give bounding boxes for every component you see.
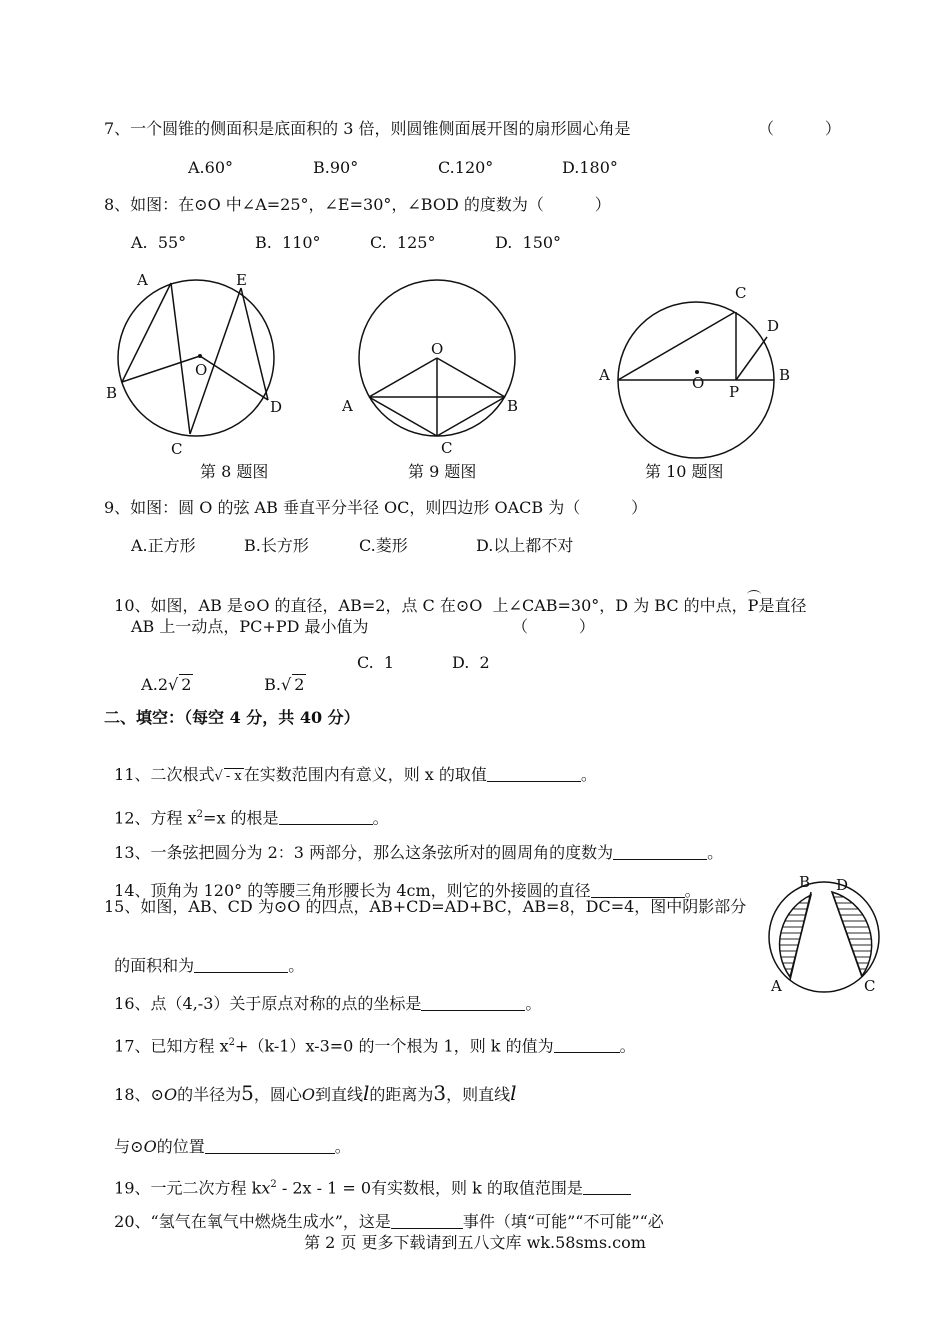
q11-sqrt: √ - x [214, 769, 242, 784]
q14-text-a: 14、顶角为 120° 的等腰三角形腰长为 4cm，则它的外接圆的直径 [114, 881, 591, 900]
fig8-caption: 第 8 题图 [200, 462, 269, 481]
fig10-label-a: A [599, 366, 610, 384]
q10-option-d: D. 2 [452, 653, 490, 672]
fig9-caption: 第 9 题图 [408, 462, 477, 481]
q9-option-b: B.长方形 [244, 536, 309, 555]
q13-end: 。 [707, 843, 724, 862]
q11-text-b: 在实数范围内有意义，则 x 的取值 [243, 765, 487, 784]
q16-end: 。 [525, 994, 542, 1013]
q10-option-a [131, 652, 193, 696]
q17-text-b: +（k-1）x-3=0 的一个根为 1，则 k 的值为 [235, 1036, 554, 1056]
q10-line1 [104, 573, 806, 617]
q16-text-a: 16、点（4,-3）关于原点对称的点的坐标是 [114, 994, 422, 1013]
q8-option-b: B. 110° [255, 233, 321, 252]
q10-p-arc [748, 595, 759, 617]
q18-line2-b: 的位置 [156, 1137, 205, 1156]
q10-paren: （ ） [512, 617, 595, 636]
q19-x: x [261, 1178, 271, 1198]
q18-o: O [163, 1085, 178, 1104]
q8-option-a: A. 55° [131, 233, 187, 252]
q10-option-b-prefix: B. [264, 675, 282, 694]
q19-text-b: - 2x - 1 = 0 [276, 1178, 372, 1198]
q20-text-a: 20、“氢气在氧气中燃烧生成水”，这是 [114, 1212, 391, 1231]
q15-line1: 15、如图，AB、CD 为⊙O 的四点，AB+CD=AD+BC，AB=8，DC=4，图中阴影部分 [104, 897, 747, 916]
q10-text-a: 10、如图，AB 是⊙O 的直径，AB=2，点 C 在⊙O 上∠CAB=30°，D 为 BC 的中点， [114, 596, 748, 615]
q17-blank[interactable] [554, 1036, 620, 1053]
q18-text-a: 18、⊙ [114, 1085, 164, 1104]
q14-end: 。 [684, 881, 701, 900]
q8-option-c: C. 125° [370, 233, 436, 252]
q9-option-c: C.菱形 [359, 536, 408, 555]
fig8-label-e: E [236, 271, 247, 289]
q15-text-b: 的面积和为 [114, 956, 195, 975]
fig9-label-c: C [441, 439, 453, 457]
q10-line2: AB 上一动点，PC+PD 最小值为 [131, 617, 369, 636]
q9-option-a: A.正方形 [131, 536, 196, 555]
fig9-label-b: B [507, 397, 519, 415]
figure-8 [118, 280, 274, 436]
fig8-line-ac [171, 283, 190, 434]
q20-text-b: 事件（填“可能”“不可能”“必 [462, 1212, 664, 1231]
q20-line [104, 1189, 664, 1233]
q18-line2-o: O [143, 1137, 157, 1156]
q10-option-b [254, 652, 306, 696]
q18-o2: O [301, 1085, 315, 1104]
q19-sup: 2 [270, 1179, 277, 1190]
fig15-label-a: A [771, 977, 782, 995]
figure-9 [359, 280, 515, 436]
fig10-label-p: P [729, 383, 740, 401]
fig15-label-b: B [799, 873, 811, 891]
fig8-line-ed [241, 288, 268, 400]
q18-text-e: 的距离为 [369, 1085, 434, 1104]
q18-three: 3 [433, 1081, 447, 1105]
q10-p: P [747, 596, 759, 615]
q10-option-c: C. 1 [357, 653, 395, 672]
q18-text-b: 的半径为 [177, 1085, 242, 1104]
q10-option-a-prefix: A.2 [141, 675, 168, 694]
q16-line [104, 971, 541, 1015]
fig15-shade-left [780, 895, 811, 977]
q10-option-b-sqrt: √ 2 [281, 675, 305, 694]
q11-text-a: 11、二次根式 [114, 765, 215, 784]
q18-end: 。 [334, 1137, 351, 1156]
q18-text-d: 到直线 [314, 1085, 363, 1104]
q18-text-c: ，圆心 [253, 1085, 302, 1104]
q7-paren: （ ） [758, 119, 841, 138]
q7-option-c: C.120° [438, 158, 494, 177]
q18-line2-a: 与⊙ [114, 1137, 144, 1156]
q9-option-d: D.以上都不对 [476, 536, 574, 555]
q12-text-b: =x 的根是 [203, 808, 279, 828]
fig9-line-oa [369, 358, 437, 397]
fig10-line-ac [618, 312, 735, 380]
q19-text-a: 19、一元二次方程 k [114, 1178, 262, 1198]
q18-five: 5 [241, 1081, 254, 1105]
q18-l2: l [510, 1081, 517, 1105]
q19-text-c: 有实数根，则 k 的取值范围是 [371, 1178, 583, 1198]
q11-blank[interactable] [487, 765, 581, 782]
q7-option-a: A.60° [188, 158, 233, 177]
q8-text: 8、如图：在⊙O 中∠A=25°，∠E=30°，∠BOD 的度数为（ ） [104, 195, 611, 214]
q16-blank[interactable] [421, 994, 525, 1011]
q18-line1 [104, 1060, 517, 1106]
q17-line [104, 1010, 636, 1057]
fig9-line-ac [369, 397, 437, 436]
q17-end: 。 [619, 1036, 636, 1056]
fig8-label-a: A [137, 271, 148, 289]
q10-option-a-radicand: 2 [181, 675, 192, 694]
q13-text-a: 13、一条弦把圆分为 2：3 两部分，那么这条弦所对的圆周角的度数为 [114, 843, 614, 862]
figure-15 [769, 882, 879, 992]
fig10-caption: 第 10 题图 [645, 462, 724, 481]
fig8-label-d: D [270, 398, 283, 416]
q15-end: 。 [288, 956, 305, 975]
q7-option-d: D.180° [562, 158, 618, 177]
fig15-shade-right [832, 892, 872, 976]
q9-text: 9、如图：圆 O 的弦 AB 垂直平分半径 OC，则四边形 OACB 为（ ） [104, 498, 648, 517]
fig10-label-b: B [779, 366, 791, 384]
q18-l: l [362, 1081, 370, 1105]
q20-blank[interactable] [391, 1212, 463, 1229]
fig9-line-ob [437, 358, 505, 397]
fig10-label-o: O [692, 374, 705, 392]
q17-text-a: 17、已知方程 x [114, 1036, 229, 1056]
page-footer: 第 2 页 更多下载请到五八文库 wk.58sms.com [304, 1233, 646, 1252]
fig15-label-c: C [864, 977, 876, 995]
fig10-label-d: D [767, 317, 780, 335]
fig8-label-o: O [195, 361, 208, 379]
fig9-label-o: O [431, 340, 444, 358]
q7-text: 7、一个圆锥的侧面积是底面积的 3 倍，则圆锥侧面展开图的扇形圆心角是 [104, 119, 631, 138]
section2-title: 二、填空：（每空 4 分，共 40 分） [104, 708, 360, 727]
q10-option-a-sqrt: √ 2 [168, 675, 192, 694]
q18-text-f: ，则直线 [446, 1085, 511, 1104]
q11-radicand: - x [225, 769, 242, 784]
fig8-label-b: B [106, 384, 118, 402]
fig8-label-c: C [171, 440, 183, 458]
fig9-label-a: A [342, 397, 353, 415]
q12-sup: 2 [196, 809, 204, 820]
q12-text-a: 12、方程 x [114, 808, 197, 828]
q17-sup: 2 [228, 1037, 236, 1048]
fig9-line-bc [437, 397, 505, 436]
q7-option-b: B.90° [313, 158, 359, 177]
q12-end: 。 [372, 808, 389, 828]
q8-option-d: D. 150° [495, 233, 562, 252]
fig10-line-pd [736, 337, 767, 380]
fig10-label-c: C [735, 284, 747, 302]
q11-end: 。 [580, 765, 597, 784]
q10-option-b-radicand: 2 [294, 675, 305, 694]
fig15-label-d: D [836, 876, 849, 894]
q10-text-b: 是直径 [758, 596, 807, 615]
fig8-center-dot [198, 354, 202, 358]
